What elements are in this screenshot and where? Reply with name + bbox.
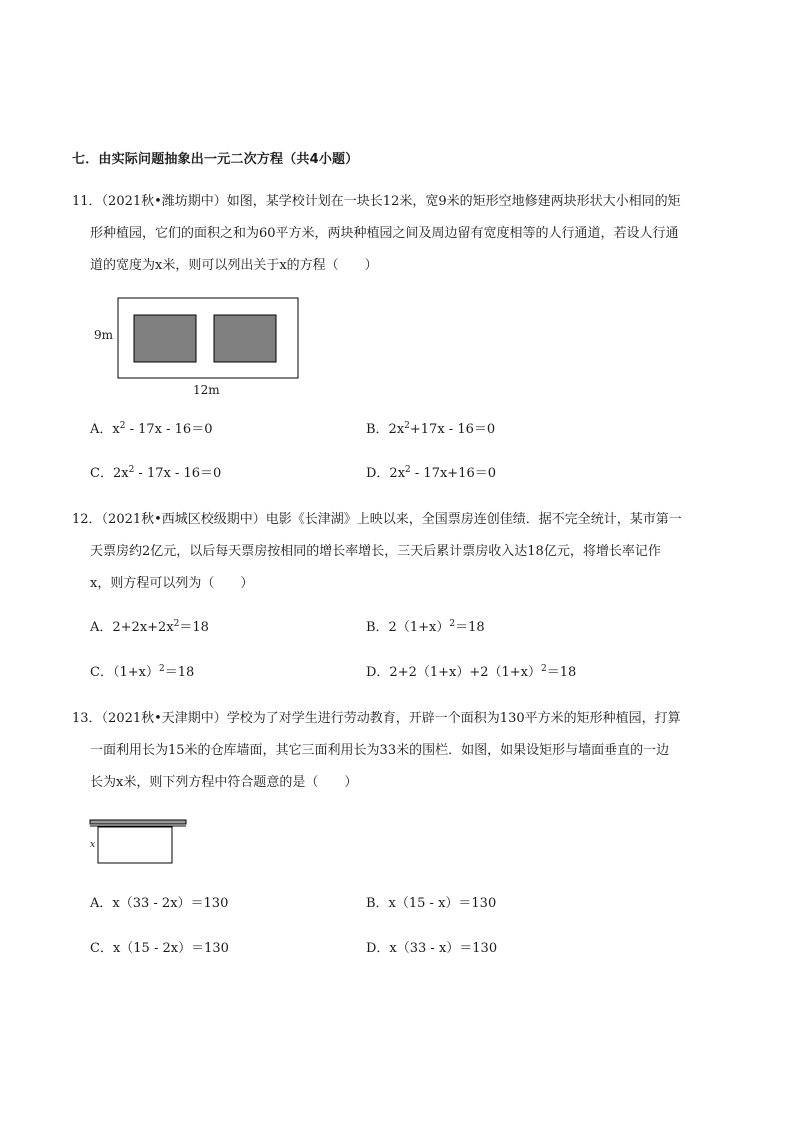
q11-width-label: 12m	[193, 383, 220, 397]
q11-line-3: 道的宽度为x米，则可以列出关于x的方程（ ）	[90, 258, 378, 273]
q11-figure	[90, 295, 310, 405]
q11-line-1: 11．（2021秋•潍坊期中）如图，某学校计划在一块长12米，宽9米的矩形空地修建两块形状大小相同的矩	[72, 194, 681, 209]
q12-line-3: x，则方程可以列为（ ）	[90, 576, 254, 591]
q12-option-d[interactable]: D．$2+2(1+x)+2(1+x)^2=18$	[366, 664, 577, 680]
q11-option-b[interactable]: B．$2x^2+17x - 16=0$	[366, 421, 496, 437]
q13-option-d[interactable]: D．x（33 - x）＝130	[366, 941, 498, 956]
q12-option-a[interactable]: A．$2+2x+2x^2=18$	[90, 619, 209, 635]
q13-line-2: 一面利用长为15米的仓库墙面，其它三面利用长为33米的围栏．如图，如果设矩形与墙面垂直的一边	[90, 743, 670, 758]
q13-option-b[interactable]: B．x（15 - x）＝130	[366, 896, 497, 911]
q13-wall-fence-diagram	[88, 818, 190, 868]
q13-option-c[interactable]: C．x（15 - 2x）＝130	[90, 941, 229, 956]
q11-option-d[interactable]: D．$2x^2 - 17x+16=0$	[366, 465, 497, 481]
q13-option-a[interactable]: A．x（33 - 2x）＝130	[90, 896, 229, 911]
q12-option-b[interactable]: B．$2(1+x)^2=18$	[366, 619, 485, 635]
q11-option-a[interactable]: A．$x^2 - 17x - 16=0$	[90, 421, 213, 437]
q13-side-label: x	[90, 840, 96, 850]
q11-option-c[interactable]: C．$2x^2 - 17x - 16=0$	[90, 465, 222, 481]
q11-line-2: 形种植园，它们的面积之和为60平方米，两块种植园之间及周边留有宽度相等的人行通道，若设人行通	[90, 226, 679, 241]
q12-line-1: 12．（2021秋•西城区校级期中）电影《长津湖》上映以来，全国票房连创佳绩．据不完全统计，某市第一	[72, 512, 682, 527]
q13-line-1: 13．（2021秋•天津期中）学校为了对学生进行劳动教育，开辟一个面积为130平方米的矩形种植园，打算	[72, 711, 681, 726]
q11-garden-diagram	[90, 295, 310, 385]
q11-height-label: 9m	[94, 328, 114, 342]
q13-line-3: 长为x米，则下列方程中符合题意的是（ ）	[90, 775, 358, 790]
q12-option-c[interactable]: C．$(1+x)^2=18$	[90, 664, 195, 680]
section-title: 七．由实际问题抽象出一元二次方程（共4小题）	[72, 152, 359, 167]
q12-line-2: 天票房约2亿元，以后每天票房按相同的增长率增长，三天后累计票房收入达18亿元，将增长率记作	[90, 544, 661, 559]
q13-figure	[88, 818, 190, 868]
